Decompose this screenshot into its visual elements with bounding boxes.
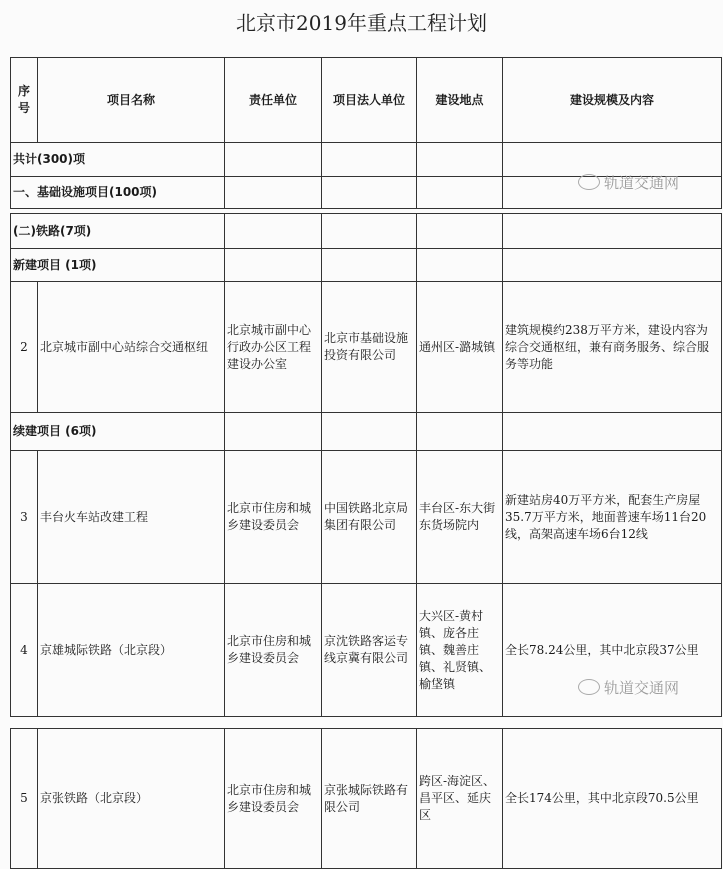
row-site: 通州区-潞城镇 (417, 282, 503, 413)
row-site: 大兴区-黄村镇、庞各庄镇、魏善庄镇、礼贤镇、榆垡镇 (417, 584, 503, 717)
table-row (11, 729, 722, 869)
row-name: 北京城市副中心站综合交通枢纽 (38, 282, 225, 413)
railway-section-label: (二)铁路(7项) (11, 214, 225, 249)
infra-label: 一、基础设施项目(100项) (11, 177, 225, 209)
table-segment-3 (10, 728, 722, 869)
row-site: 丰台区-东大街东货场院内 (417, 451, 503, 584)
row-legal: 北京市基础设施投资有限公司 (322, 282, 417, 413)
row-name: 丰台火车站改建工程 (38, 451, 225, 584)
page-title: 北京市2019年重点工程计划 (236, 11, 487, 35)
header-legal: 项目法人单位 (322, 58, 417, 143)
table-segment-2 (10, 213, 722, 717)
row-resp: 北京城市副中心行政办公区工程建设办公室 (225, 282, 322, 413)
row-scope: 全长78.24公里，其中北京段37公里 (503, 584, 722, 717)
row-seq: 4 (11, 584, 38, 717)
row-scope: 新建站房40万平方米，配套生产房屋35.7万平方米，地面普速车场11台20线，高架高速车场6台12线 (503, 451, 722, 584)
watermark (578, 172, 679, 193)
row-name: 京雄城际铁路（北京段） (38, 584, 225, 717)
row-seq: 5 (11, 729, 38, 869)
header-seq: 序号 (11, 58, 38, 143)
row-site: 跨区-海淀区、昌平区、延庆区 (417, 729, 503, 869)
new-group-row (11, 249, 722, 282)
wechat-icon (578, 679, 600, 695)
header-name: 项目名称 (38, 58, 225, 143)
row-legal: 中国铁路北京局集团有限公司 (322, 451, 417, 584)
row-seq: 3 (11, 451, 38, 584)
total-label: 共计(300)项 (11, 143, 225, 177)
row-scope: 全长174公里，其中北京段70.5公里 (503, 729, 722, 869)
new-group-label: 新建项目 (1项) (11, 249, 225, 282)
row-scope: 建筑规模约238万平方米，建设内容为综合交通枢纽，兼有商务服务、综合服务等功能 (503, 282, 722, 413)
watermark-text: 轨道交通网 (604, 174, 680, 192)
cont-group-label: 续建项目 (6项) (11, 413, 225, 451)
row-resp: 北京市住房和城乡建设委员会 (225, 584, 322, 717)
cont-group-row (11, 413, 722, 451)
row-seq: 2 (11, 282, 38, 413)
row-resp: 北京市住房和城乡建设委员会 (225, 729, 322, 869)
watermark (578, 677, 679, 698)
railway-section-row (11, 214, 722, 249)
table-row (11, 451, 722, 584)
table-header-row (11, 58, 722, 143)
header-resp: 责任单位 (225, 58, 322, 143)
header-scope: 建设规模及内容 (503, 58, 722, 143)
wechat-icon (578, 174, 600, 190)
table-row (11, 282, 722, 413)
row-legal: 京沈铁路客运专线京冀有限公司 (322, 584, 417, 717)
row-legal: 京张城际铁路有限公司 (322, 729, 417, 869)
row-resp: 北京市住房和城乡建设委员会 (225, 451, 322, 584)
header-site: 建设地点 (417, 58, 503, 143)
watermark-text: 轨道交通网 (604, 679, 680, 697)
row-name: 京张铁路（北京段） (38, 729, 225, 869)
